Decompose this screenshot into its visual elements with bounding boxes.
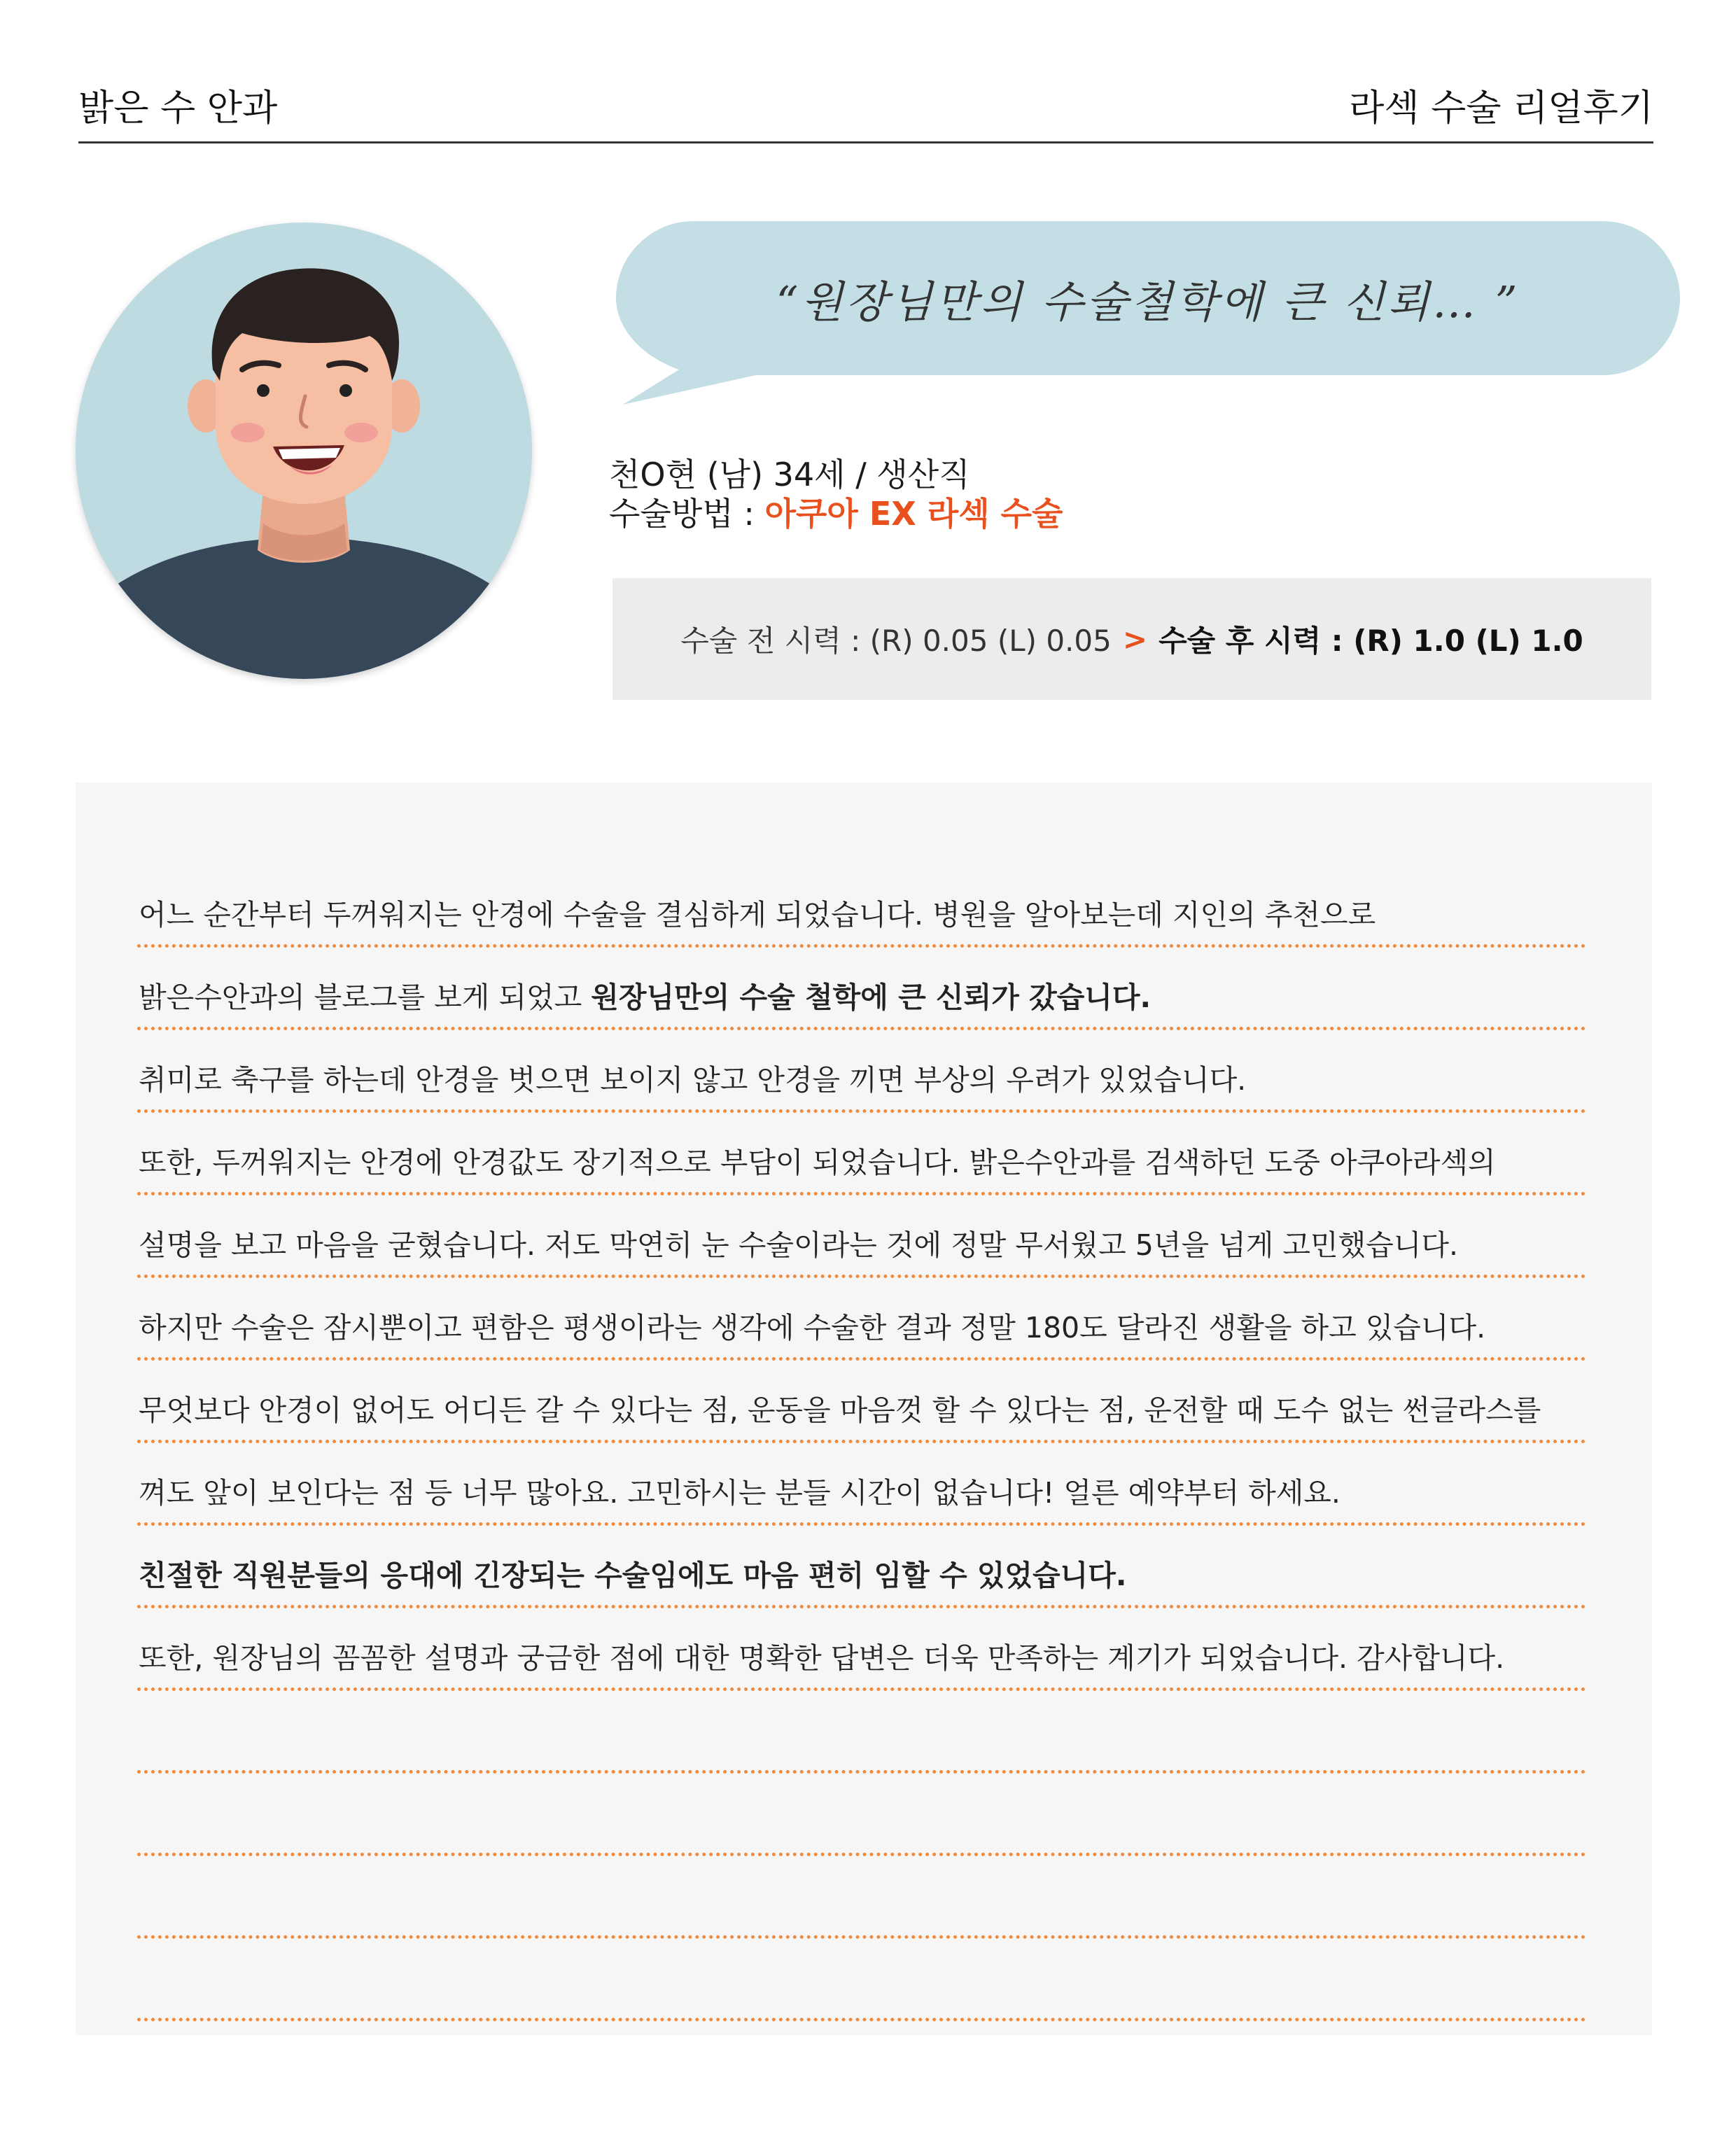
blank-line xyxy=(137,1774,1586,1856)
page-header xyxy=(78,63,1653,143)
blank-line xyxy=(137,1691,1586,1774)
vision-summary xyxy=(612,578,1651,700)
surgery-method-value: 아쿠아 EX 라섹 수술 xyxy=(764,495,1063,533)
surgery-method xyxy=(609,494,1063,533)
blank-line xyxy=(137,1939,1586,2021)
review-text-normal: 밝은수안과의 블로그를 보게 되었고 xyxy=(139,981,592,1014)
review-text: 어느 순간부터 두꺼워지는 안경에 수술을 결심하게 되었습니다. 병원을 알아보는데 지인의 추천으로 xyxy=(139,898,1376,932)
vision-arrow: > xyxy=(1122,622,1148,657)
review-line xyxy=(137,1443,1586,1526)
page-title: 라섹 수술 리얼후기 xyxy=(1349,87,1653,129)
review-highlight: 친절한 직원분들의 응대에 긴장되는 수술임에도 마음 편히 임할 수 있었습니다. xyxy=(139,1559,1127,1592)
review-text: 하지만 수술은 잠시뿐이고 편함은 평생이라는 생각에 수술한 결과 정말 180도 달라진 생활을 하고 있습니다. xyxy=(139,1311,1486,1345)
review-line xyxy=(137,1278,1586,1361)
review-line xyxy=(137,948,1586,1030)
review-text xyxy=(139,974,1151,1016)
brand-name: 밝은 수 안과 xyxy=(78,87,278,129)
review-highlight: 원장님만의 수술 철학에 큰 신뢰가 갔습니다. xyxy=(591,981,1152,1014)
review-text: 또한, 두꺼워지는 안경에 안경값도 장기적으로 부담이 되었습니다. 밝은수안과를 검색하던 도중 아쿠아라섹의 xyxy=(139,1146,1496,1179)
review-text: 껴도 앞이 보인다는 점 등 너무 많아요. 고민하시는 분들 시간이 없습니다! 얼른 예약부터 하세요. xyxy=(139,1476,1340,1510)
review-line xyxy=(137,1361,1586,1443)
review-line xyxy=(137,1526,1586,1608)
review-text: 또한, 원장님의 꼼꼼한 설명과 궁금한 점에 대한 명확한 답변은 더욱 만족하는 계기가 되었습니다. 감사합니다. xyxy=(139,1641,1505,1675)
review-line xyxy=(137,1030,1586,1113)
blank-line xyxy=(137,1856,1586,1939)
man-portrait-illustration xyxy=(76,223,532,679)
vision-after: 수술 후 시력 : (R) 1.0 (L) 1.0 xyxy=(1158,624,1583,658)
patient-quote: “원장님만의 수술철학에 큰 신뢰… ” xyxy=(776,276,1520,328)
review-text: 설명을 보고 마음을 굳혔습니다. 저도 막연히 눈 수술이라는 것에 정말 무서웠고 5년을 넘게 고민했습니다. xyxy=(139,1228,1459,1262)
surgery-method-label: 수술방법 : xyxy=(609,495,765,533)
review-panel xyxy=(76,782,1652,2035)
review-line xyxy=(137,1195,1586,1278)
vision-before: 수술 전 시력 : (R) 0.05 (L) 0.05 xyxy=(680,624,1112,658)
patient-profile: 천O현 (남) 34세 / 생산직 xyxy=(609,456,970,493)
patient-info xyxy=(609,455,1063,533)
quote-speech-bubble xyxy=(616,221,1680,405)
patient-avatar xyxy=(76,223,532,679)
review-text: 취미로 축구를 하는데 안경을 벗으면 보이지 않고 안경을 끼면 부상의 우려가 있었습니다. xyxy=(139,1063,1247,1097)
review-line xyxy=(137,1113,1586,1195)
review-line xyxy=(137,1608,1586,1691)
review-line xyxy=(137,865,1586,948)
review-text: 무엇보다 안경이 없어도 어디든 갈 수 있다는 점, 운동을 마음껏 할 수 있다는 점, 운전할 때 도수 없는 썬글라스를 xyxy=(139,1394,1541,1427)
